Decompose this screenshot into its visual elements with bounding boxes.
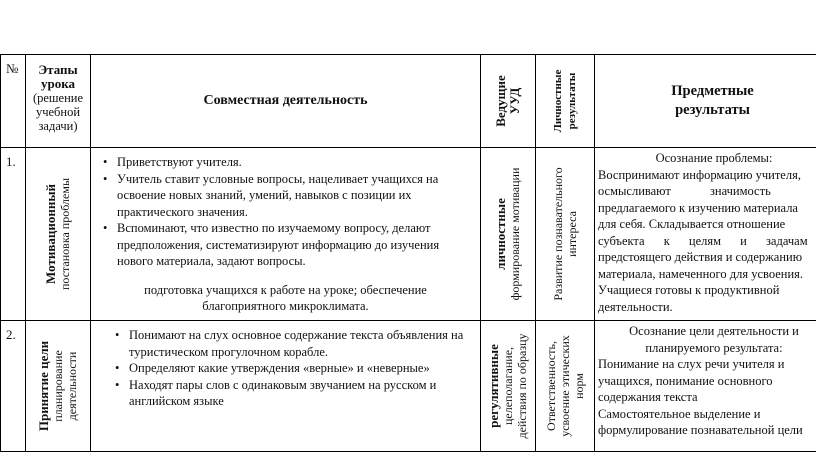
stage-label <box>37 341 79 431</box>
list-item: • Определяют какие утверждения «верные» и «неверные» <box>109 360 472 377</box>
list-item: • Приветствуют учителя. <box>97 154 472 171</box>
header-row <box>1 55 816 148</box>
row-number: 1. <box>1 148 26 321</box>
subject-title: Осознание проблемы: <box>598 150 816 167</box>
header-uud: Ведущие УУД <box>494 71 522 131</box>
subject-line: субъекта к целям и задачам <box>598 233 816 250</box>
row-number: 2. <box>1 321 26 452</box>
header-subject-results: Предметные результаты <box>595 55 816 148</box>
stage-subtitle: планирование <box>51 341 65 431</box>
uud-subtitle: целеполагание, <box>501 333 515 438</box>
uud-cell <box>481 321 536 452</box>
subject-line: материала, намеченного для усвоения. <box>598 266 816 283</box>
subject-line: Понимание на слух речи учителя и <box>598 356 816 373</box>
subject-results-cell <box>595 148 816 321</box>
subject-title: планируемого результата: <box>598 340 816 357</box>
list-item: • Учитель ставит условные вопросы, нацеливает учащихся на освоение новых знаний, умений, навыков с позиции их практического значения. <box>97 171 472 221</box>
header-number: № <box>1 55 26 148</box>
stage-subtitle: деятельности <box>65 341 79 431</box>
activities-cell <box>91 321 481 452</box>
subject-line: Самостоятельное выделение и <box>598 406 816 423</box>
header-personal-cell <box>536 55 595 148</box>
subject-line: содержания текста <box>598 389 816 406</box>
personal-results-cell <box>536 321 595 452</box>
stage-cell <box>26 148 91 321</box>
activities-cell <box>91 148 481 321</box>
subject-line: предстоящего действия и содержанию <box>598 249 816 266</box>
header-cooperative-activity: Совместная деятельность <box>91 55 481 148</box>
header-personal-results: Личностные результаты <box>551 66 579 136</box>
header-uud-cell <box>481 55 536 148</box>
subject-title: Осознание цели деятельности и <box>598 323 816 340</box>
header-stages-subtitle: (решение учебной задачи) <box>33 91 83 133</box>
personal-results-cell <box>536 148 595 321</box>
table-row <box>1 321 816 452</box>
list-item: • Понимают на слух основное содержание текста объявления на туристическом прогулочном корабле. <box>109 327 472 360</box>
subject-line: формулирование познавательной цели <box>598 422 816 439</box>
subject-line: осмысливают значимость <box>598 183 816 200</box>
activity-note: подготовка учащихся к работе на уроке; обеспечение благоприятного микроклимата. <box>91 282 480 314</box>
subject-line: Учащиеся готовы к продуктивной <box>598 282 816 299</box>
subject-line: для себя. Складывается отношение <box>598 216 816 233</box>
stage-subtitle: постановка проблемы <box>58 178 72 290</box>
activities-list <box>91 321 480 410</box>
stage-title: Мотивационный <box>44 178 58 290</box>
uud-label <box>487 333 529 438</box>
subject-line: Воспринимают информацию учителя, <box>598 167 816 184</box>
personal-results-text: Развитие познавательного интереса <box>551 159 579 309</box>
uud-cell <box>481 148 536 321</box>
uud-label <box>494 168 522 301</box>
subject-line: предлагаемого к изучению материала <box>598 200 816 217</box>
stage-title: Принятие цели <box>37 341 51 431</box>
list-item: • Находят пары слов с одинаковым звучанием на русском и английском языке <box>109 377 472 410</box>
uud-title: регулятивные <box>487 333 501 438</box>
subject-line: учащихся, понимание основного <box>598 373 816 390</box>
table-row <box>1 148 816 321</box>
list-item: • Вспоминают, что известно по изучаемому вопросу, делают предположения, систематизируют информацию до изучения нового материала, задают вопросы. <box>97 220 472 270</box>
stage-cell <box>26 321 91 452</box>
header-stages-title: Этапы урока <box>38 62 77 91</box>
subject-line: деятельности. <box>598 299 816 316</box>
activities-list <box>91 148 480 270</box>
uud-title: личностные <box>494 168 508 301</box>
uud-subtitle: формирование мотивации <box>508 168 522 301</box>
stage-label <box>44 178 72 290</box>
personal-results-text: Ответственность, усвоение этических норм <box>544 335 586 437</box>
subject-results-cell <box>595 321 816 452</box>
uud-subtitle: действия по образцу <box>515 333 529 438</box>
header-stages <box>26 55 91 148</box>
lesson-plan-table <box>0 54 816 452</box>
